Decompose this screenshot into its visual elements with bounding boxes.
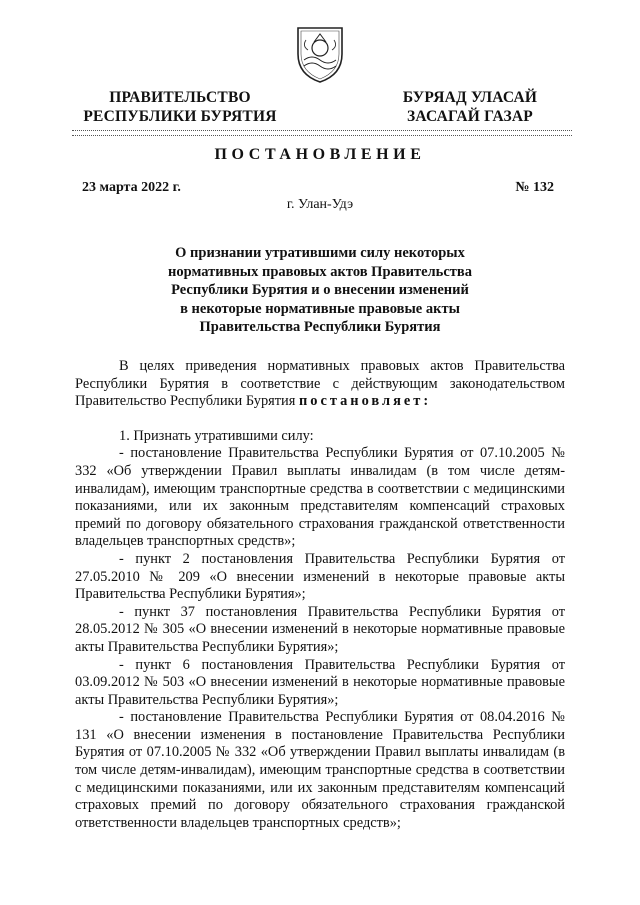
preamble-text: В целях приведения нормативных правовых актов Правительства Республики Бурятия в соответствие с действующим законодательством Правительство Республики Бурятия xyxy=(75,358,565,410)
document-city: г. Улан-Удэ xyxy=(286,197,354,212)
header-divider-bottom xyxy=(72,135,572,136)
header-right-line2: ЗАСАГАЙ ГАЗАР xyxy=(407,108,533,125)
document-body xyxy=(75,358,565,832)
header-left-line1: ПРАВИТЕЛЬСТВО xyxy=(109,89,251,106)
item-1: 1. Признать утратившими силу: xyxy=(119,427,314,444)
subject-line: О признании утратившими силу некоторых xyxy=(175,245,465,261)
document-date: 23 марта 2022 г. xyxy=(82,180,181,195)
government-name-russian xyxy=(70,88,290,126)
list-item: - постановление Правительства Республики Бурятия от 08.04.2016 № 131 «О внесении изменения в постановление Правительства Республики Бурятия от 07.10.2005 № 332 «Об утверждении Правил выплаты инвалидам (в том числе детям-инвалидам), имеющим транспортные средства в соответствии с медицинскими показаниями, или их законным представителям компенсаций страховых премий по договору обязательного страхования гражданской ответственности владельцев транспортных средств»; xyxy=(75,709,565,831)
list-item: - постановление Правительства Республики Бурятия от 07.10.2005 № 332 «Об утверждении Правил выплаты инвалидам (в том числе детям-инвалидам), имеющим транспортные средства в соответствии с медицинскими показаниями, или их законным представителям компенсаций страховых премий по договору обязательного страхования гражданской ответственности владельцев транспортных средств»; xyxy=(75,445,565,550)
coat-of-arms-emblem xyxy=(292,20,348,84)
decree-word: постановляет: xyxy=(298,393,432,410)
header-left-line2: РЕСПУБЛИКИ БУРЯТИЯ xyxy=(83,108,277,125)
preamble-paragraph xyxy=(75,358,565,411)
government-name-buryat xyxy=(370,88,570,126)
header-divider-top xyxy=(72,130,572,131)
list-item: - пункт 37 постановления Правительства Республики Бурятия от 28.05.2012 № 305 «О внесении изменений в некоторые нормативные правовые акты Правительства Республики Бурятия»; xyxy=(75,603,565,655)
subject-line: нормативных правовых актов Правительства xyxy=(168,263,472,280)
list-item: - пункт 6 постановления Правительства Республики Бурятия от 03.09.2012 № 503 «О внесении изменений в некоторые нормативные правовые акты Правительства Республики Бурятия»; xyxy=(75,656,565,708)
subject-line: в некоторые нормативные правовые акты xyxy=(180,300,460,317)
document-number: № 132 xyxy=(515,180,554,195)
document-title: ПОСТАНОВЛЕНИЕ xyxy=(214,146,426,163)
list-item: - пункт 2 постановления Правительства Республики Бурятия от 27.05.2010 № 209 «О внесении изменений в некоторые правовые акты Правительства Республики Бурятия»; xyxy=(75,550,565,603)
document-subject xyxy=(120,244,520,337)
header-right-line1: БУРЯАД УЛАСАЙ xyxy=(402,89,538,106)
subject-line: Республики Бурятия и о внесении изменений xyxy=(171,282,469,299)
subject-line: Правительства Республики Бурятия xyxy=(199,319,441,336)
